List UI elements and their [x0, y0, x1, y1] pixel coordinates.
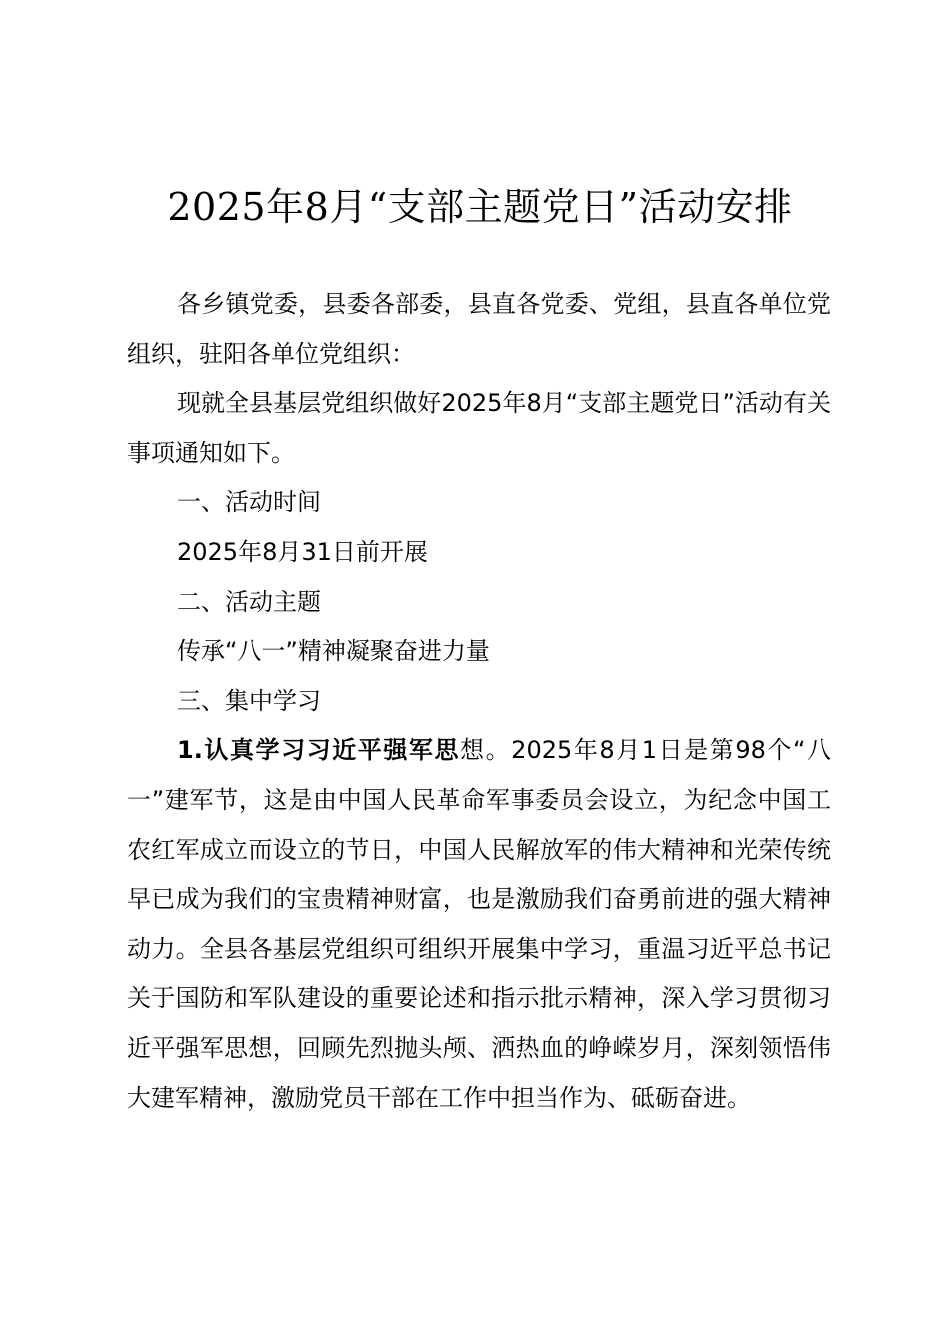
salutation-paragraph: 各乡镇党委，县委各部委，县直各党委、党组，县直各单位党组织，驻阳各单位党组织：	[127, 290, 831, 368]
section-body-theme: 传承“八一”精神凝聚奋进力量	[177, 637, 490, 666]
section-heading-study: 三、集中学习	[177, 686, 321, 715]
study-item-lead: 1.认真学习习近平强军思	[177, 736, 461, 765]
section-heading-theme: 二、活动主题	[177, 587, 321, 616]
section-heading-time: 一、活动时间	[177, 488, 321, 517]
intro-paragraph: 现就全县基层党组织做好2025年8月“支部主题党日”活动有关事项通知如下。	[127, 389, 831, 467]
study-item-paragraph	[127, 726, 831, 1123]
document-title: 2025年8月“支部主题党日”活动安排	[167, 185, 793, 229]
document-body	[127, 280, 831, 1123]
study-item-text: 想。2025年8月1日是第98个“八一”建军节，这是由中国人民革命军事委员会设立，为纪念中国工农红军成立而设立的节日，中国人民解放军的伟大精神和光荣传统早已成为我们的宝贵精神财富，也是激励我们奋勇前进的强大精神动力。全县各基层党组织可组织开展集中学习，重温习近平总书记关于国防和军队建设的重要论述和指示批示精神，深入学习贯彻习近平强军思想，回顾先烈抛头颅、洒热血的峥嵘岁月，深刻领悟伟大建军精神，激励党员干部在工作中担当作为、砥砺奋进。	[127, 736, 831, 1112]
section-body-time: 2025年8月31日前开展	[177, 537, 428, 566]
